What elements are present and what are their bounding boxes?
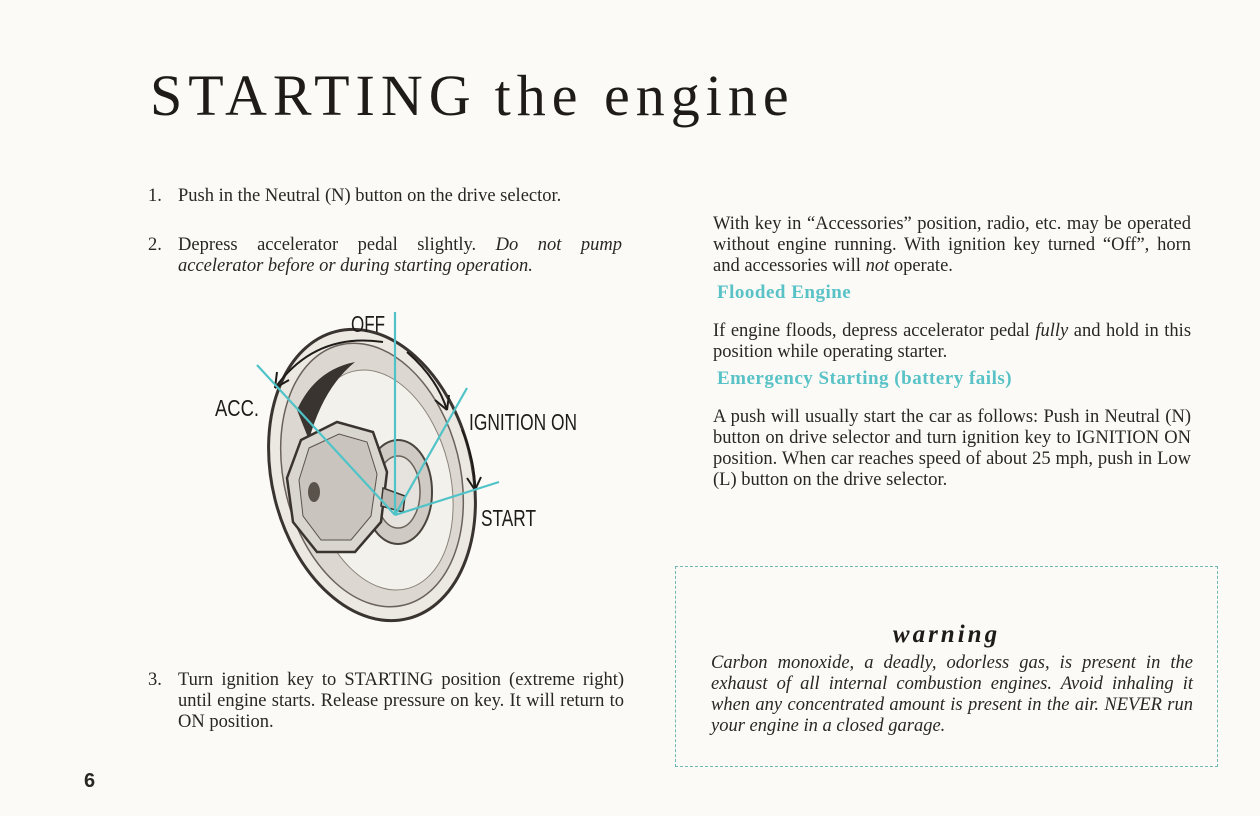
warning-title: warning	[892, 621, 1001, 648]
step-number: 3.	[148, 670, 162, 690]
flooded-emphasis: fully	[1035, 321, 1069, 341]
page-number: 6	[84, 770, 96, 792]
step-1	[148, 186, 622, 207]
emergency-starting-heading: Emergency Starting (battery fails)	[717, 368, 1013, 389]
step-text: Turn ignition key to STARTING position (extreme right) until engine starts. Release pressure on key. It will return to ON position.	[178, 670, 624, 732]
accessories-text-a: With key in “Accessories” position, radio, etc. may be operated without engine running. With ignition key turned “Off”, horn and accessories will	[713, 214, 1191, 276]
flooded-engine-heading: Flooded Engine	[717, 282, 852, 303]
flooded-text-b: and hold in this position while operating starter.	[713, 321, 1192, 362]
flooded-paragraph	[713, 321, 1191, 363]
accessories-emphasis: not	[865, 256, 890, 276]
flooded-text-a: If engine floods, depress accelerator pedal	[713, 321, 1030, 341]
page-title	[150, 62, 795, 129]
emergency-paragraph: A push will usually start the car as follows: Push in Neutral (N) button on drive selector and turn ignition key to IGNITION ON position. When car reaches speed of about 25 mph, push in Low (L) button on the drive selector.	[713, 407, 1191, 490]
label-ignition-on: IGNITION ON	[469, 409, 577, 435]
ignition-switch-diagram	[205, 300, 585, 650]
label-start: START	[481, 505, 536, 531]
label-off: OFF	[351, 311, 385, 337]
warning-text: Carbon monoxide, a deadly, odorless gas, is present in the exhaust of all internal combustion engines. Avoid inhaling it when any concentrated amount is present in the air. NEVER run your engine in a closed garage.	[711, 653, 1193, 736]
step-caution: Do not pump accelerator before or during starting operation.	[178, 235, 622, 276]
step-3	[148, 670, 624, 733]
accessories-text-b: operate.	[893, 256, 953, 276]
step-2	[148, 235, 622, 277]
step-text: Depress accelerator pedal slightly.	[178, 235, 477, 255]
title-caps: STARTING	[150, 63, 477, 128]
warning-box	[675, 566, 1218, 767]
title-rest: the engine	[494, 63, 795, 128]
accessories-paragraph	[713, 214, 1191, 277]
label-acc: ACC.	[215, 395, 259, 421]
step-text: Push in the Neutral (N) button on the drive selector.	[178, 186, 562, 206]
step-number: 2.	[148, 235, 162, 255]
step-number: 1.	[148, 186, 162, 206]
